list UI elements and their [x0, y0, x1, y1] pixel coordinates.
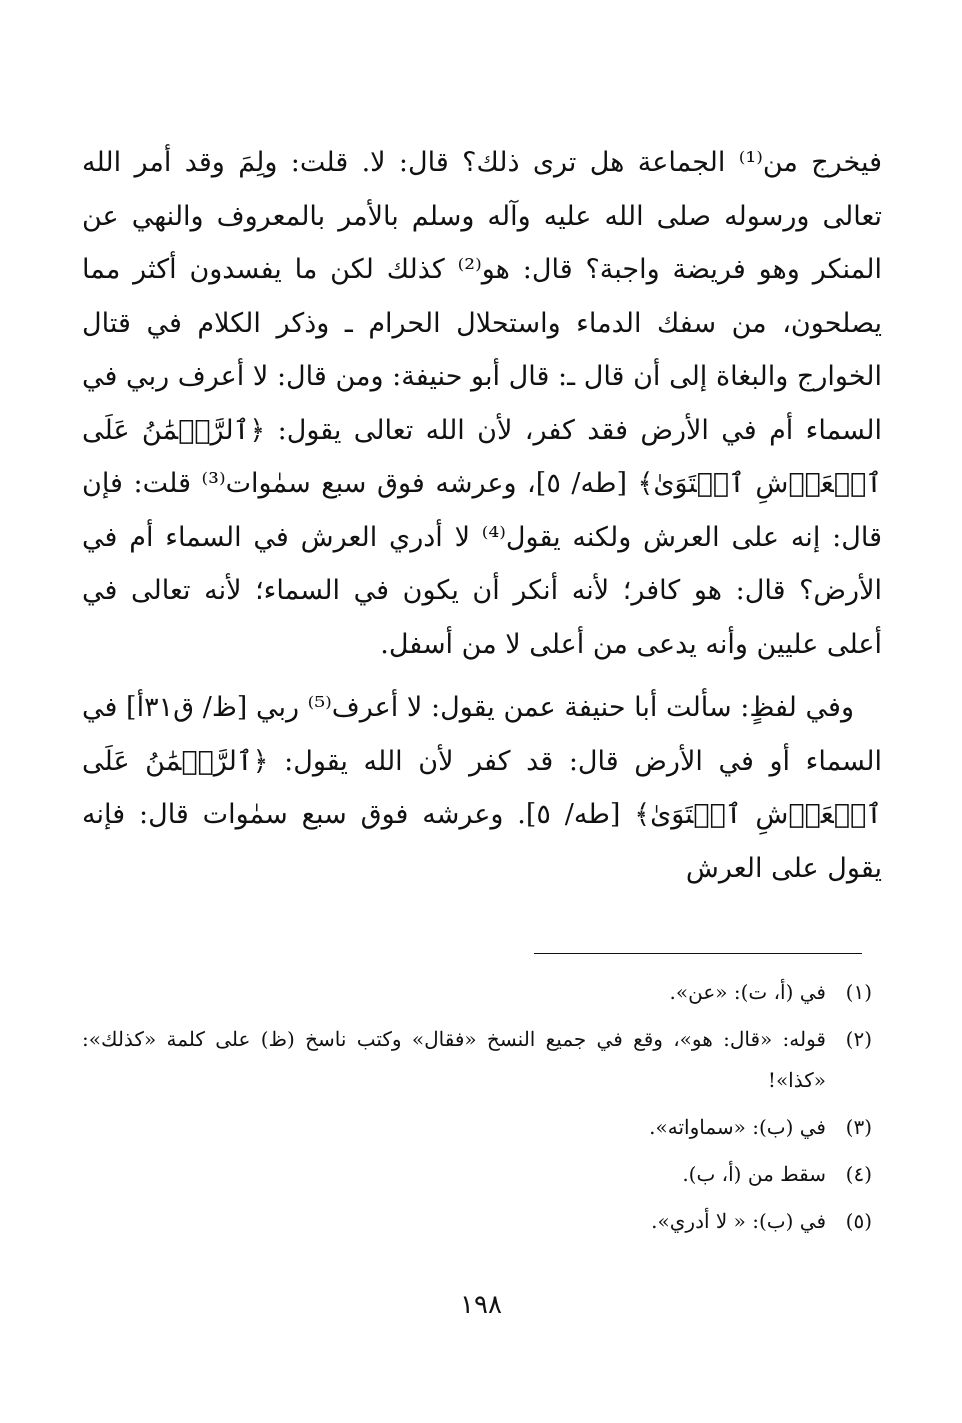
footnote-number: (١): [845, 980, 872, 1004]
footnote-1: [82, 972, 872, 1013]
footnote-text: في (أ، ت): «عن».: [669, 980, 826, 1004]
footnote-number: (٢): [845, 1027, 872, 1051]
footnote-text: في (ب): «سماواته».: [649, 1115, 826, 1139]
footnote-2: [82, 1019, 872, 1101]
footnote-number: (٥): [845, 1209, 872, 1233]
footnote-number: (٣): [845, 1115, 872, 1139]
footnote-number: (٤): [845, 1162, 872, 1186]
footnote-3: [82, 1107, 872, 1148]
body-text: [82, 136, 882, 895]
paragraph-2-text: وفي لفظٍ: سألت أبا حنيفة عمن يقول: لا أعرف⁽⁵⁾ ربي [ظ/ ق٣١أ] في السماء أو في الأرض قال: قد كفر لأن الله يقول: ﴿ٱلرَّحۡمَٰنُ عَلَى ٱلۡعَرۡشِ ٱسۡتَوَىٰ﴾ [طه/ ٥]. وعرشه فوق سبع سمٰوات قال: فإنه يقول على العرش: [82, 692, 882, 884]
footnote-5: [82, 1201, 872, 1242]
footnote-text: سقط من (أ، ب).: [682, 1162, 826, 1186]
page-number: ١٩٨: [460, 1290, 502, 1320]
paragraph-1-text: فيخرج من⁽¹⁾ الجماعة هل ترى ذلك؟ قال: لا. قلت: ولِمَ وقد أمر الله تعالى ورسوله صلى الله عليه وآله وسلم بالأمر بالمعروف والنهي عن المنكر وهو فريضة واجبة؟ قال: هو⁽²⁾ كذلك لكن ما يفسدون أكثر مما يصلحون، من سفك الدماء واستحلال الحرام ـ وذكر الكلام في قتال الخوارج والبغاة إلى أن قال ـ: قال أبو حنيفة: ومن قال: لا أعرف ربي في السماء أم في الأرض فقد كفر، لأن الله تعالى يقول: ﴿ٱلرَّحۡمَٰنُ عَلَى ٱلۡعَرۡشِ ٱسۡتَوَىٰ﴾ [طه/ ٥]، وعرشه فوق سبع سمٰوات⁽³⁾ قلت: فإن قال: إنه على العرش ولكنه يقول⁽⁴⁾ لا أدري العرش في السماء أم في الأرض؟ قال: هو كافر؛ لأنه أنكر أن يكون في السماء؛ لأنه تعالى في أعلى عليين وأنه يدعى من أعلى لا من أسفل.: [82, 147, 883, 660]
footnote-text: قوله: «قال: هو»، وقع في جميع النسخ «فقال» وكتب ناسخ (ظ) على كلمة «كذلك»: «كذا»!: [82, 1027, 826, 1092]
footnote-4: [82, 1154, 872, 1195]
paragraph-1: [82, 136, 882, 671]
footnote-separator: [534, 953, 862, 954]
paragraph-2: [82, 681, 882, 895]
footnote-text: في (ب): « لا أدري».: [651, 1209, 826, 1233]
footnotes-list: [82, 972, 872, 1248]
